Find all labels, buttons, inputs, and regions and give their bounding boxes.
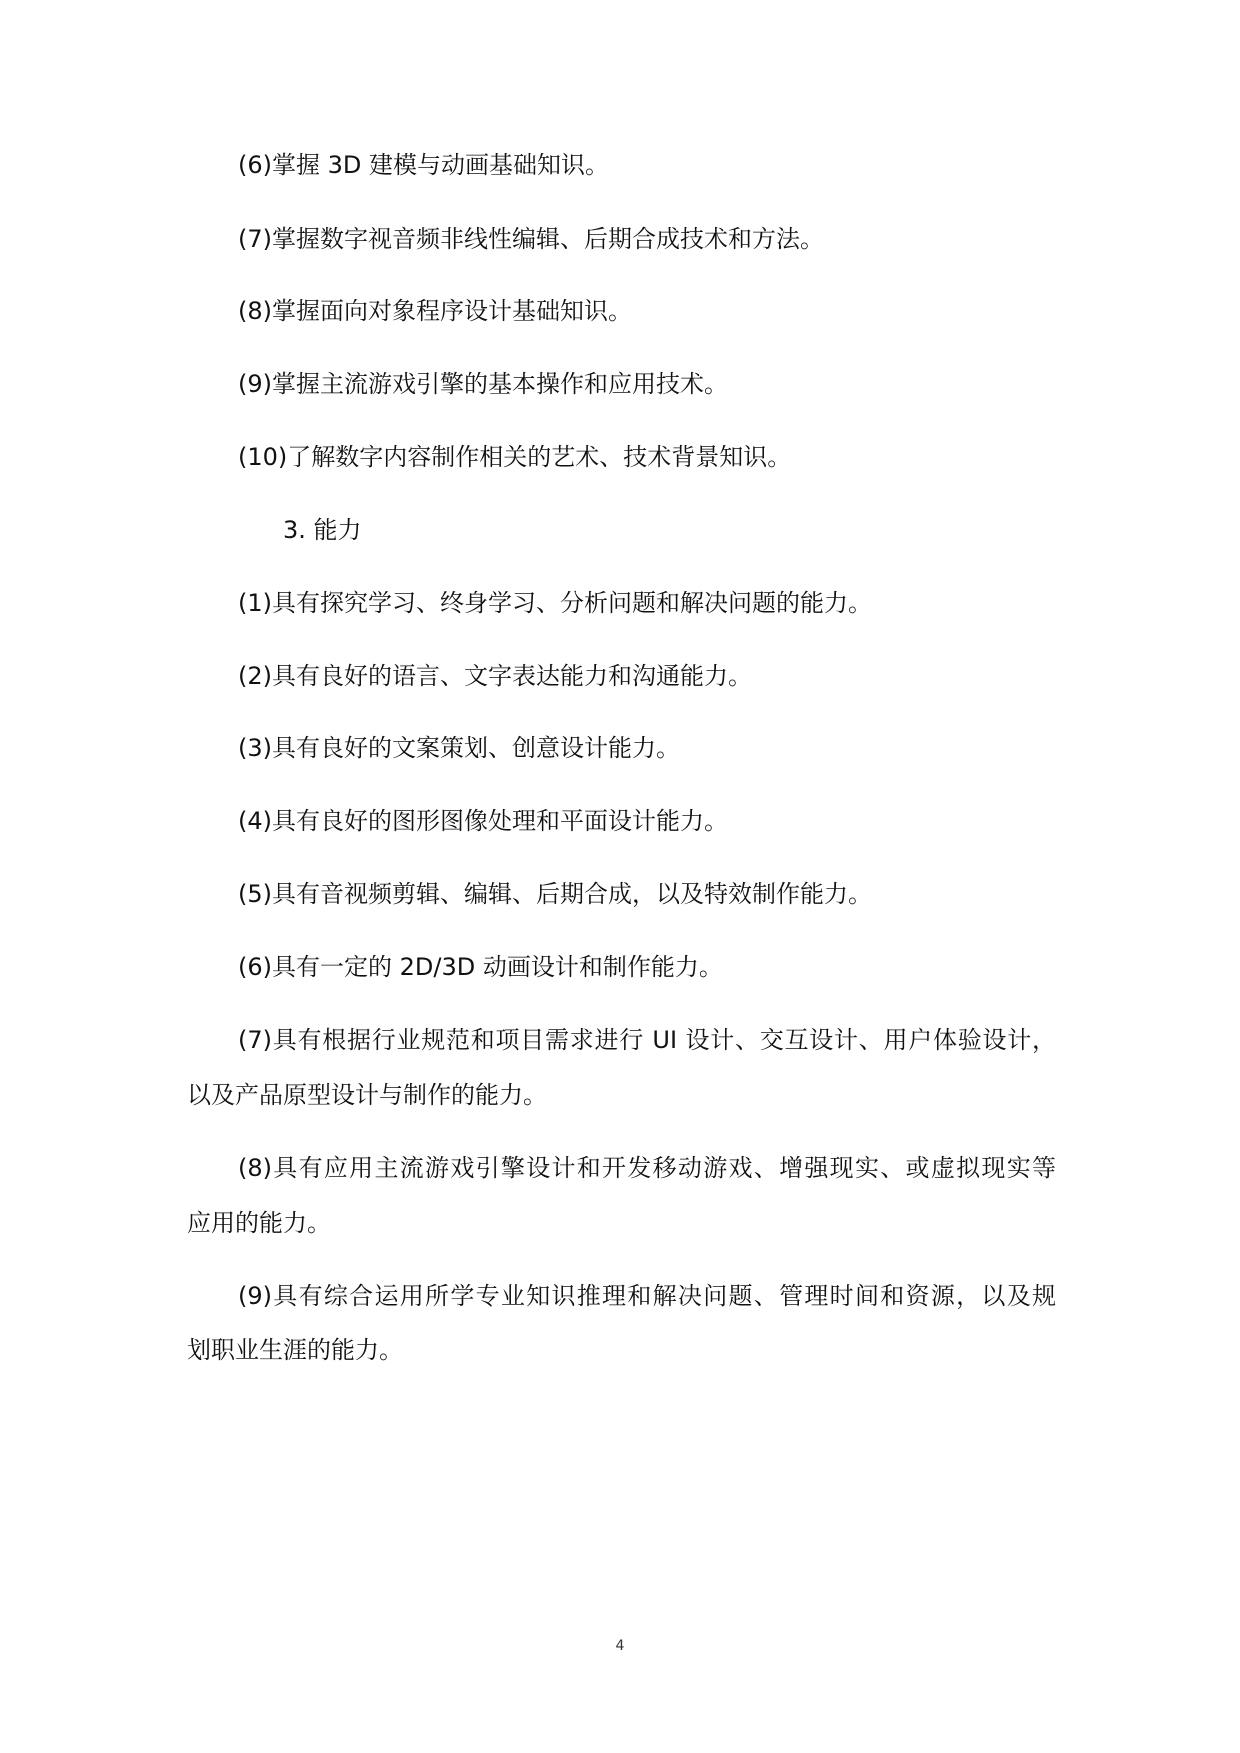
knowledge-item-10: (10)了解数字内容制作相关的艺术、技术背景知识。 — [238, 443, 792, 471]
knowledge-item-7: (7)掌握数字视音频非线性编辑、后期合成技术和方法。 — [238, 225, 824, 253]
ability-item-2: (2)具有良好的语言、文字表达能力和沟通能力。 — [238, 662, 752, 690]
ability-item-7-line-1: (7)具有根据行业规范和项目需求进行 UI 设计、交互设计、用户体验设计， — [238, 1026, 1056, 1054]
ability-item-5: (5)具有音视频剪辑、编辑、后期合成，以及特效制作能力。 — [238, 880, 872, 908]
ability-item-8-line-1: (8)具有应用主流游戏引擎设计和开发移动游戏、增强现实、或虚拟现实等 — [238, 1154, 1056, 1182]
knowledge-item-6: (6)掌握 3D 建模与动画基础知识。 — [238, 151, 610, 179]
ability-item-4: (4)具有良好的图形图像处理和平面设计能力。 — [238, 807, 728, 835]
ability-item-9-line-1: (9)具有综合运用所学专业知识推理和解决问题、管理时间和资源，以及规 — [238, 1282, 1056, 1310]
ability-item-9-line-2: 划职业生涯的能力。 — [187, 1336, 403, 1364]
ability-item-1: (1)具有探究学习、终身学习、分析问题和解决问题的能力。 — [238, 589, 872, 617]
section-heading-ability: 3. 能力 — [283, 516, 362, 544]
knowledge-item-9: (9)掌握主流游戏引擎的基本操作和应用技术。 — [238, 370, 728, 398]
ability-item-8-line-2: 应用的能力。 — [187, 1209, 331, 1237]
ability-item-6: (6)具有一定的 2D/3D 动画设计和制作能力。 — [238, 953, 723, 981]
knowledge-item-8: (8)掌握面向对象程序设计基础知识。 — [238, 297, 632, 325]
ability-item-3: (3)具有良好的文案策划、创意设计能力。 — [238, 734, 680, 762]
page-number: 4 — [615, 1638, 625, 1654]
ability-item-7-line-2: 以及产品原型设计与制作的能力。 — [187, 1081, 547, 1109]
